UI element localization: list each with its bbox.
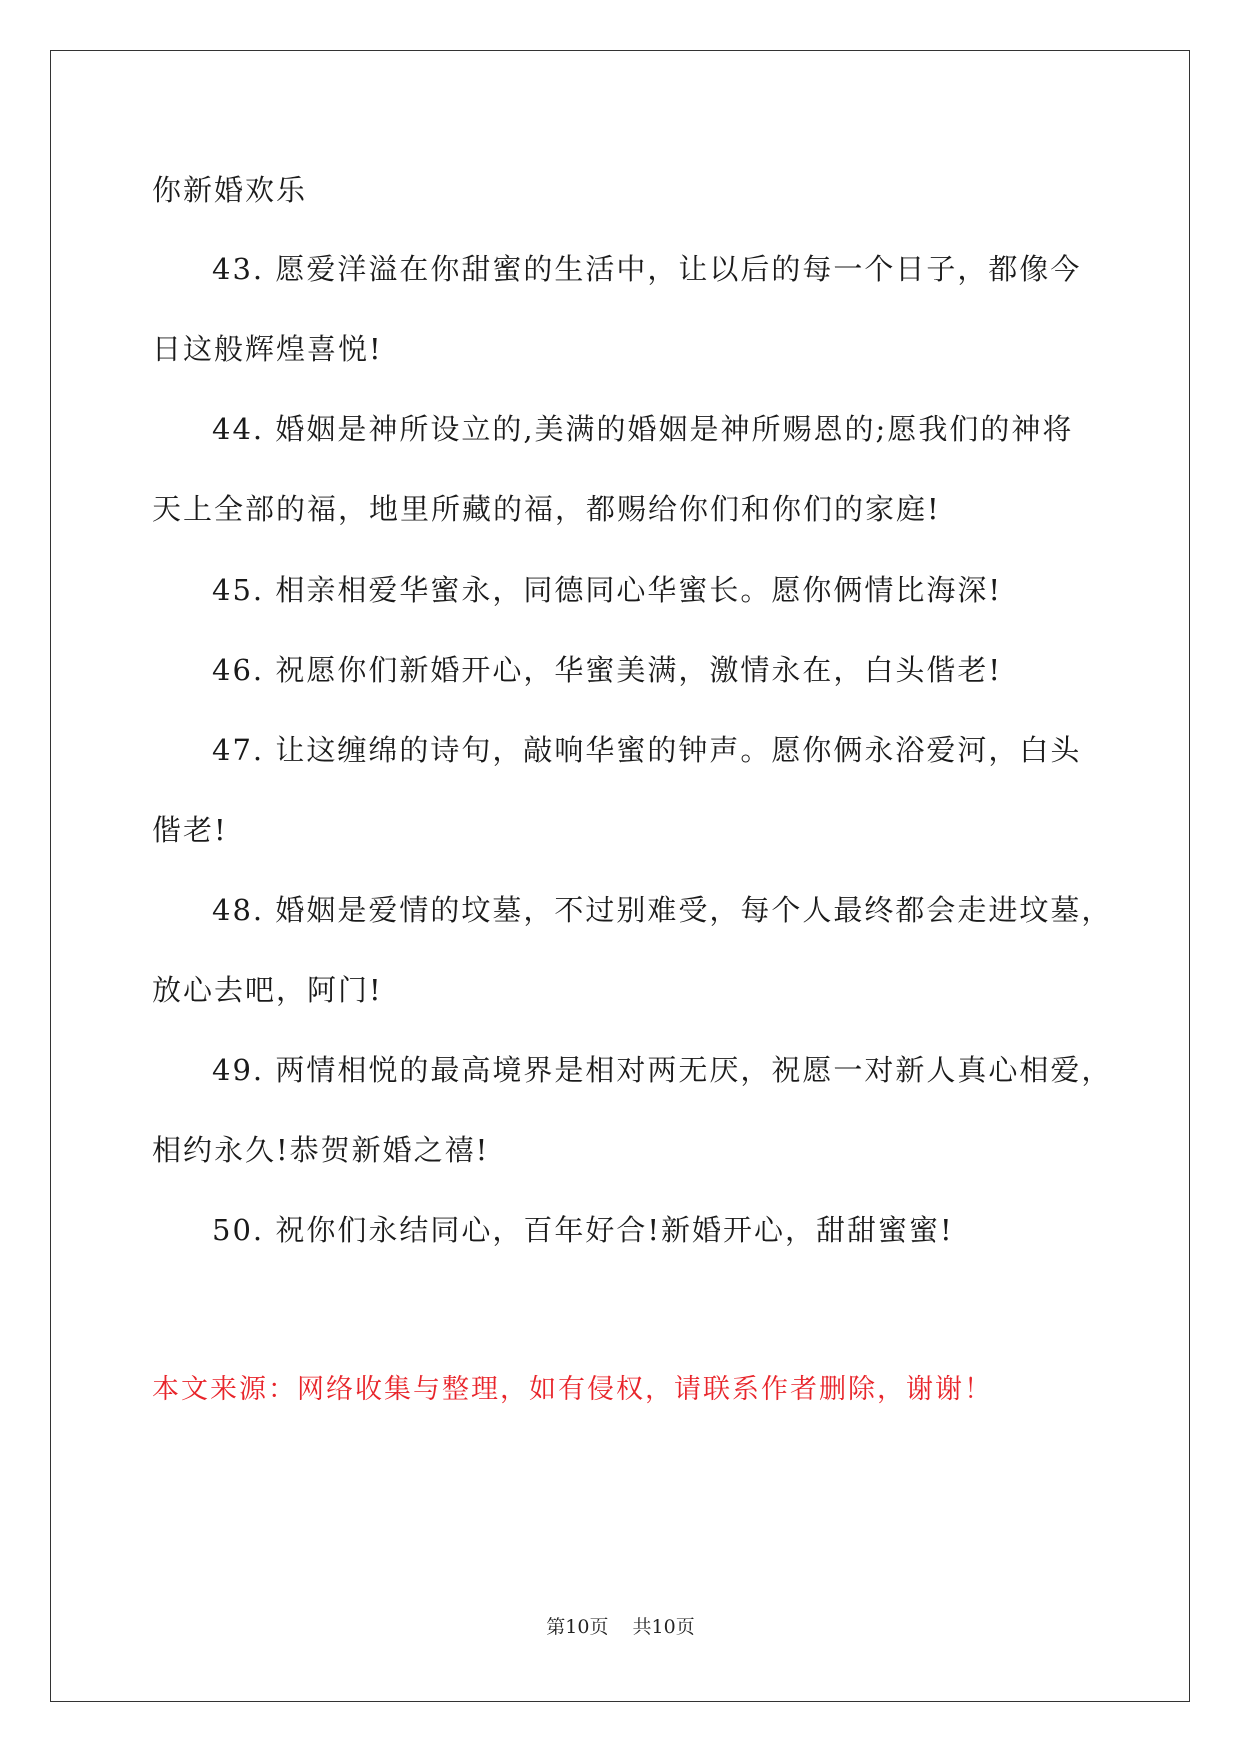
page-frame xyxy=(50,50,1190,1702)
paragraph-line: 47. 让这缠绵的诗句，敲响华蜜的钟声。愿你俩永浴爱河，白头 xyxy=(212,733,1082,767)
paragraph-line: 放心去吧，阿门! xyxy=(152,973,383,1007)
paragraph-line: 相约永久!恭贺新婚之禧! xyxy=(152,1133,490,1167)
paragraph-line: 48. 婚姻是爱情的坟墓，不过别难受，每个人最终都会走进坟墓， xyxy=(212,893,1113,927)
source-note: 本文来源：网络收集与整理，如有侵权，请联系作者删除，谢谢！ xyxy=(152,1374,993,1405)
paragraph-line: 天上全部的福，地里所藏的福，都赐给你们和你们的家庭! xyxy=(152,492,941,526)
paragraph-line: 50. 祝你们永结同心，百年好合!新婚开心，甜甜蜜蜜! xyxy=(212,1213,954,1247)
paragraph-line: 46. 祝愿你们新婚开心，华蜜美满，激情永在，白头偕老! xyxy=(212,653,1002,687)
paragraph-line: 45. 相亲相爱华蜜永，同德同心华蜜长。愿你俩情比海深! xyxy=(212,573,1002,607)
page-footer xyxy=(0,1615,1241,1639)
paragraph-line: 日这般辉煌喜悦! xyxy=(152,332,383,366)
paragraph-line: 你新婚欢乐 xyxy=(152,173,308,207)
paragraph-line: 44. 婚姻是神所设立的,美满的婚姻是神所赐恩的;愿我们的神将 xyxy=(212,412,1074,446)
paragraph-line: 49. 两情相悦的最高境界是相对两无厌，祝愿一对新人真心相爱， xyxy=(212,1053,1113,1087)
page-number-total: 共10页 xyxy=(632,1616,695,1638)
paragraph-line: 偕老! xyxy=(152,813,228,847)
page-number-current: 第10页 xyxy=(546,1616,609,1638)
paragraph-line: 43. 愿爱洋溢在你甜蜜的生活中，让以后的每一个日子，都像今 xyxy=(212,252,1082,286)
